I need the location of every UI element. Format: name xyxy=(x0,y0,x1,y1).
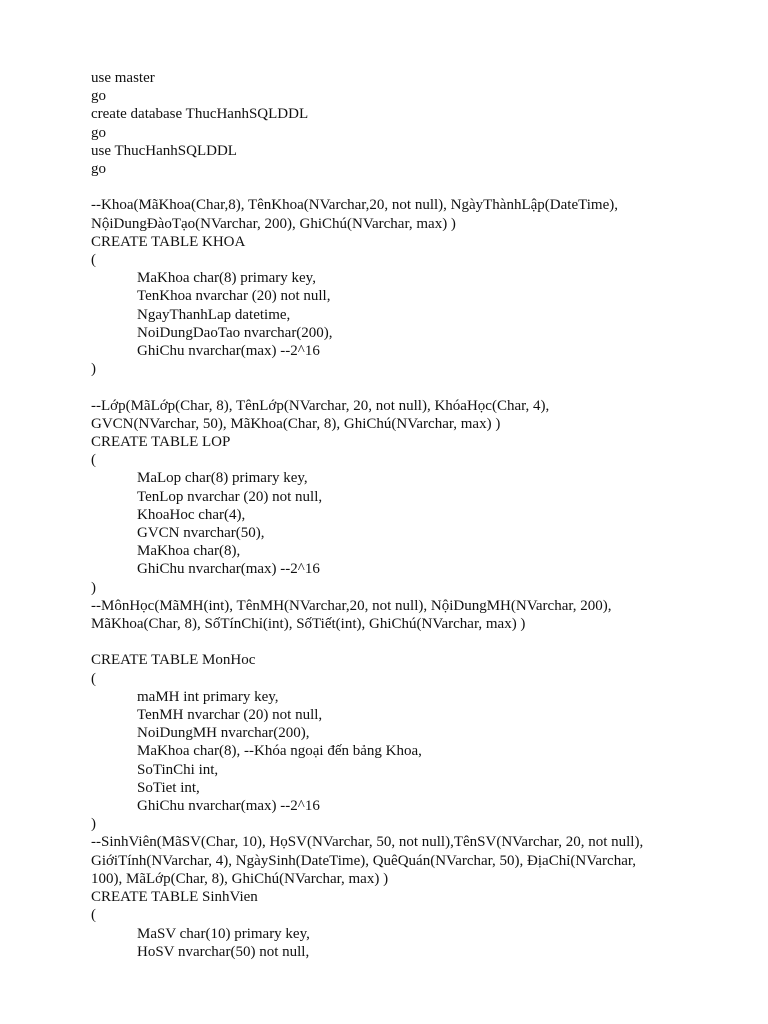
column-definition: MaKhoa char(8), --Khóa ngoại đến bảng Khoa, xyxy=(137,743,422,760)
column-definition: NgayThanhLap datetime, xyxy=(137,306,291,323)
column-definition: TenMH nvarchar (20) not null, xyxy=(137,707,323,724)
column-definition: MaSV char(10) primary key, xyxy=(137,925,310,942)
create-table-lop: CREATE TABLE LOP xyxy=(91,434,231,451)
column-definition: MaLop char(8) primary key, xyxy=(137,470,308,487)
column-definition: NoiDungMH nvarchar(200), xyxy=(137,725,310,742)
column-definition: GhiChu nvarchar(max) --2^16 xyxy=(137,798,320,815)
open-paren: ( xyxy=(91,907,96,924)
comment-line: GiớiTính(NVarchar, 4), NgàySinh(DateTime), QuêQuán(NVarchar, 50), ĐịaChỉ(NVarchar, xyxy=(91,852,636,869)
blank-line xyxy=(91,178,731,196)
create-table-monhoc: CREATE TABLE MonHoc xyxy=(91,652,256,669)
column-definition: GhiChu nvarchar(max) --2^16 xyxy=(137,561,320,578)
comment-line: 100), MãLớp(Char, 8), GhiChú(NVarchar, max) ) xyxy=(91,870,389,887)
code-line: use master xyxy=(91,70,155,86)
comment-line: --Lớp(MãLớp(Char, 8), TênLớp(NVarchar, 20, not null), KhóaHọc(Char, 4), xyxy=(91,397,550,414)
column-definition: GVCN nvarchar(50), xyxy=(137,525,265,542)
column-definition: MaKhoa char(8) primary key, xyxy=(137,270,316,287)
code-line: use ThucHanhSQLDDL xyxy=(91,142,237,159)
comment-line: --Khoa(MãKhoa(Char,8), TênKhoa(NVarchar,20, not null), NgàyThànhLập(DateTime), xyxy=(91,197,618,214)
open-paren: ( xyxy=(91,452,96,469)
comment-line: GVCN(NVarchar, 50), MãKhoa(Char, 8), GhiChú(NVarchar, max) ) xyxy=(91,415,501,432)
comment-line: NộiDungĐàoTạo(NVarchar, 200), GhiChú(NVarchar, max) ) xyxy=(91,215,456,232)
close-paren: ) xyxy=(91,816,96,833)
column-definition: KhoaHoc char(4), xyxy=(137,506,246,523)
code-line: go xyxy=(91,88,106,105)
column-definition: MaKhoa char(8), xyxy=(137,543,241,560)
blank-line xyxy=(91,378,731,396)
open-paren: ( xyxy=(91,252,96,269)
close-paren: ) xyxy=(91,579,96,596)
document-page xyxy=(91,69,731,961)
code-line: go xyxy=(91,124,106,141)
column-definition: TenKhoa nvarchar (20) not null, xyxy=(137,288,331,305)
code-line: go xyxy=(91,161,106,178)
create-table-sinhvien: CREATE TABLE SinhVien xyxy=(91,889,258,906)
column-definition: GhiChu nvarchar(max) --2^16 xyxy=(137,343,320,360)
close-paren: ) xyxy=(91,361,96,378)
blank-line xyxy=(91,633,731,651)
column-definition: NoiDungDaoTao nvarchar(200), xyxy=(137,324,333,341)
column-definition: TenLop nvarchar (20) not null, xyxy=(137,488,323,505)
comment-line: --MônHọc(MãMH(int), TênMH(NVarchar,20, not null), NộiDungMH(NVarchar, 200), xyxy=(91,597,612,614)
column-definition: SoTiet int, xyxy=(137,779,200,796)
comment-line: MãKhoa(Char, 8), SốTínChỉ(int), SốTiết(int), GhiChú(NVarchar, max) ) xyxy=(91,616,526,633)
column-definition: maMH int primary key, xyxy=(137,688,279,705)
create-table-khoa: CREATE TABLE KHOA xyxy=(91,233,246,250)
code-line: create database ThucHanhSQLDDL xyxy=(91,106,309,123)
open-paren: ( xyxy=(91,670,96,687)
column-definition: HoSV nvarchar(50) not null, xyxy=(137,943,310,960)
column-definition: SoTinChi int, xyxy=(137,761,219,778)
comment-line: --SinhViên(MãSV(Char, 10), HọSV(NVarchar, 50, not null),TênSV(NVarchar, 20, not null), xyxy=(91,834,644,851)
